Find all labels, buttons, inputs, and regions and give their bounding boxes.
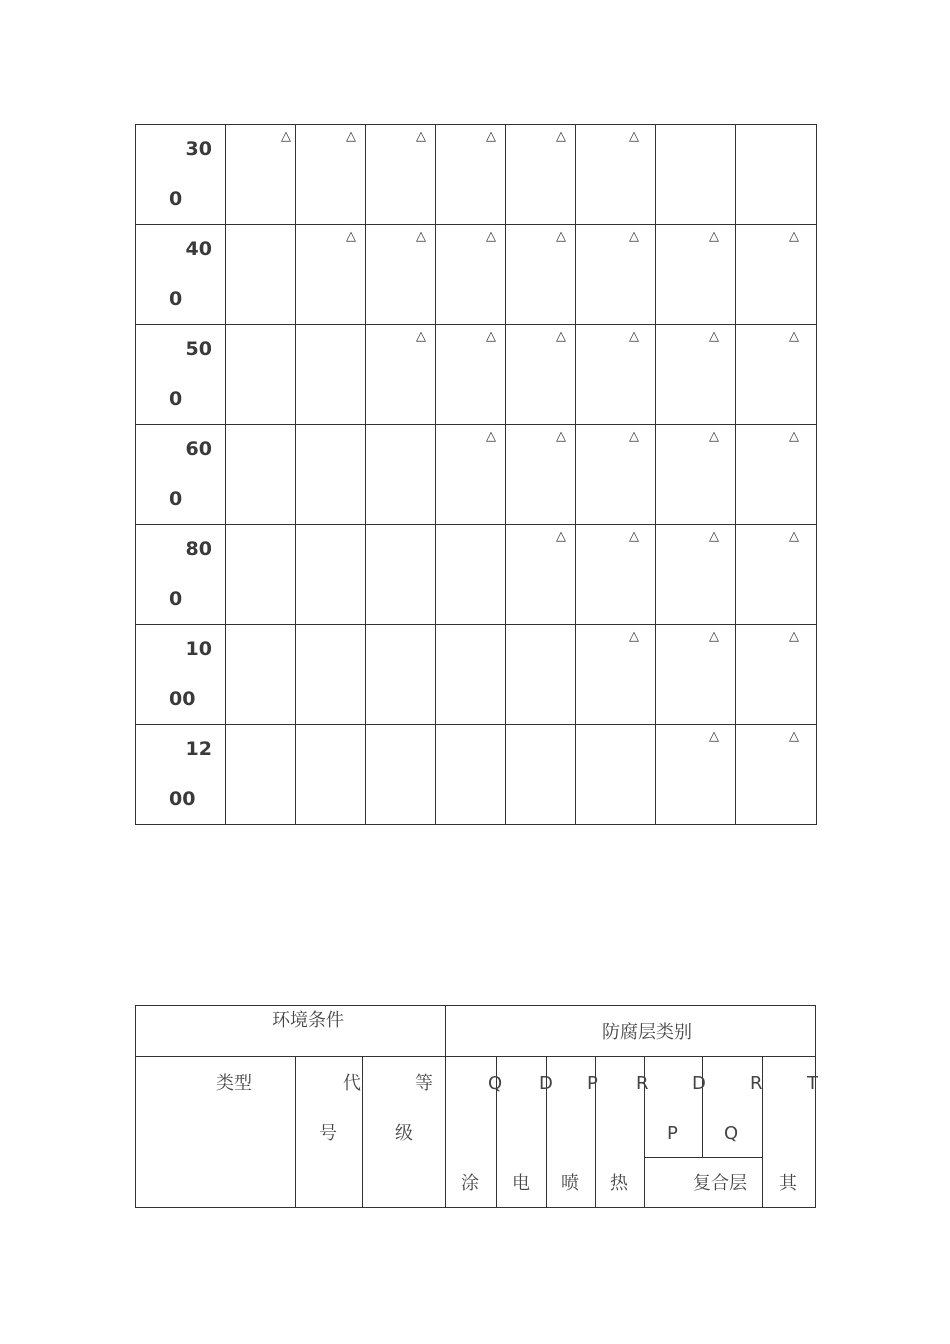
- table-cell: [506, 725, 576, 825]
- table-cell: [576, 625, 656, 725]
- coat-header: 防腐层类别: [602, 1022, 692, 1043]
- table-cell: [576, 525, 656, 625]
- table-cell: [736, 725, 817, 825]
- table-row: [136, 625, 817, 725]
- composite-label: 复合层: [693, 1173, 747, 1194]
- table-cell: [436, 625, 506, 725]
- table-cell: [656, 125, 736, 225]
- table-row: [136, 125, 817, 225]
- table-cell: [436, 125, 506, 225]
- table-cell: [736, 525, 817, 625]
- table-cell: [736, 625, 817, 725]
- table-cell: [436, 325, 506, 425]
- table-cell: [576, 225, 656, 325]
- row-label-top: 50: [185, 338, 212, 360]
- table-row: [136, 425, 817, 525]
- triangle-marker: △: [486, 329, 496, 344]
- row-label-bottom: 0: [169, 288, 183, 310]
- row-label-cell: [136, 425, 226, 525]
- table-cell: [506, 325, 576, 425]
- triangle-marker: △: [789, 529, 799, 544]
- table-cell: [226, 425, 296, 525]
- row-label-bottom: 0: [169, 588, 183, 610]
- col-code-b: 号: [319, 1123, 337, 1144]
- table-row: [136, 325, 817, 425]
- triangle-marker: △: [556, 129, 566, 144]
- row-label-top: 10: [185, 638, 212, 660]
- triangle-marker: △: [416, 329, 426, 344]
- table-cell: [226, 525, 296, 625]
- table-row: [136, 725, 817, 825]
- row-label-bottom: 0: [169, 188, 183, 210]
- env-header: 环境条件: [272, 1010, 344, 1031]
- table-cell: [656, 325, 736, 425]
- table-row: [136, 225, 817, 325]
- table-cell: [436, 225, 506, 325]
- table-cell: [576, 325, 656, 425]
- table-cell: [296, 725, 366, 825]
- row-label-bottom: 0: [169, 388, 183, 410]
- triangle-marker: △: [709, 529, 719, 544]
- row-label-cell: [136, 225, 226, 325]
- row-label-cell: [136, 725, 226, 825]
- letter-d: D: [539, 1073, 553, 1094]
- triangle-marker: △: [346, 129, 356, 144]
- triangle-marker: △: [556, 329, 566, 344]
- triangle-marker: △: [629, 629, 639, 644]
- letter-p: P: [587, 1073, 598, 1094]
- triangle-marker: △: [346, 229, 356, 244]
- table-cell: [366, 125, 436, 225]
- triangle-marker: △: [486, 129, 496, 144]
- table-cell: [576, 125, 656, 225]
- triangle-marker: △: [789, 729, 799, 744]
- table-cell: [436, 425, 506, 525]
- row-label-top: 30: [185, 138, 212, 160]
- lower-table: [135, 1005, 816, 1208]
- row-label-cell: [136, 125, 226, 225]
- row-label-top: 40: [185, 238, 212, 260]
- char-dian: 电: [512, 1173, 530, 1194]
- table-cell: [736, 325, 817, 425]
- table-cell: [656, 525, 736, 625]
- col-grade-a: 等: [415, 1073, 433, 1094]
- triangle-marker: △: [709, 729, 719, 744]
- table-cell: [366, 325, 436, 425]
- table-cell: [226, 325, 296, 425]
- row-label-top: 80: [185, 538, 212, 560]
- table-cell: [736, 425, 817, 525]
- char-re: 热: [610, 1173, 628, 1194]
- letter-t: T: [807, 1073, 818, 1094]
- upper-table: [135, 124, 817, 825]
- table-cell: [296, 425, 366, 525]
- triangle-marker: △: [629, 329, 639, 344]
- table-cell: [226, 625, 296, 725]
- table-cell: [226, 225, 296, 325]
- table-cell: [656, 225, 736, 325]
- table-cell: [656, 625, 736, 725]
- table-cell: [296, 125, 366, 225]
- letter-d2: D: [692, 1073, 706, 1094]
- triangle-marker: △: [556, 229, 566, 244]
- char-pen: 喷: [561, 1173, 579, 1194]
- table-cell: [226, 725, 296, 825]
- char-qi: 其: [779, 1173, 797, 1194]
- row-label-top: 12: [185, 738, 212, 760]
- letter-q: Q: [488, 1073, 503, 1094]
- table-cell: [226, 125, 296, 225]
- table-cell: [506, 625, 576, 725]
- triangle-marker: △: [709, 329, 719, 344]
- table-cell: [506, 425, 576, 525]
- table-cell: [506, 525, 576, 625]
- row-label-bottom: 00: [169, 788, 196, 810]
- row-label-cell: [136, 525, 226, 625]
- table-cell: [656, 425, 736, 525]
- triangle-marker: △: [486, 229, 496, 244]
- triangle-marker: △: [629, 229, 639, 244]
- table-cell: [296, 325, 366, 425]
- table-cell: [366, 525, 436, 625]
- table-cell: [436, 725, 506, 825]
- table-cell: [366, 225, 436, 325]
- row-label-bottom: 00: [169, 688, 196, 710]
- triangle-marker: △: [789, 229, 799, 244]
- triangle-marker: △: [789, 329, 799, 344]
- triangle-marker: △: [556, 529, 566, 544]
- triangle-marker: △: [789, 429, 799, 444]
- triangle-marker: △: [709, 629, 719, 644]
- triangle-marker: △: [556, 429, 566, 444]
- table-cell: [296, 625, 366, 725]
- letter-q2: Q: [724, 1123, 739, 1144]
- col-type: 类型: [216, 1073, 252, 1094]
- table-cell: [296, 525, 366, 625]
- char-tu: 涂: [461, 1173, 479, 1194]
- letter-r: R: [636, 1073, 649, 1094]
- letter-r2: R: [750, 1073, 763, 1094]
- table-cell: [506, 225, 576, 325]
- triangle-marker: △: [281, 129, 291, 144]
- table-cell: [366, 425, 436, 525]
- triangle-marker: △: [629, 429, 639, 444]
- table-cell: [366, 725, 436, 825]
- triangle-marker: △: [416, 229, 426, 244]
- table-cell: [296, 225, 366, 325]
- triangle-marker: △: [486, 429, 496, 444]
- col-code-a: 代: [343, 1073, 361, 1094]
- table-cell: [576, 725, 656, 825]
- table-row: [136, 525, 817, 625]
- table-cell: [436, 525, 506, 625]
- triangle-marker: △: [789, 629, 799, 644]
- col-grade-b: 级: [395, 1123, 413, 1144]
- table-cell: [656, 725, 736, 825]
- table-cell: [506, 125, 576, 225]
- table-cell: [576, 425, 656, 525]
- triangle-marker: △: [629, 129, 639, 144]
- row-label-top: 60: [185, 438, 212, 460]
- triangle-marker: △: [709, 429, 719, 444]
- table-cell: [366, 625, 436, 725]
- table-cell: [736, 225, 817, 325]
- triangle-marker: △: [629, 529, 639, 544]
- triangle-marker: △: [416, 129, 426, 144]
- row-label-cell: [136, 325, 226, 425]
- table-cell: [736, 125, 817, 225]
- triangle-marker: △: [709, 229, 719, 244]
- row-label-bottom: 0: [169, 488, 183, 510]
- letter-p2: P: [667, 1123, 678, 1144]
- row-label-cell: [136, 625, 226, 725]
